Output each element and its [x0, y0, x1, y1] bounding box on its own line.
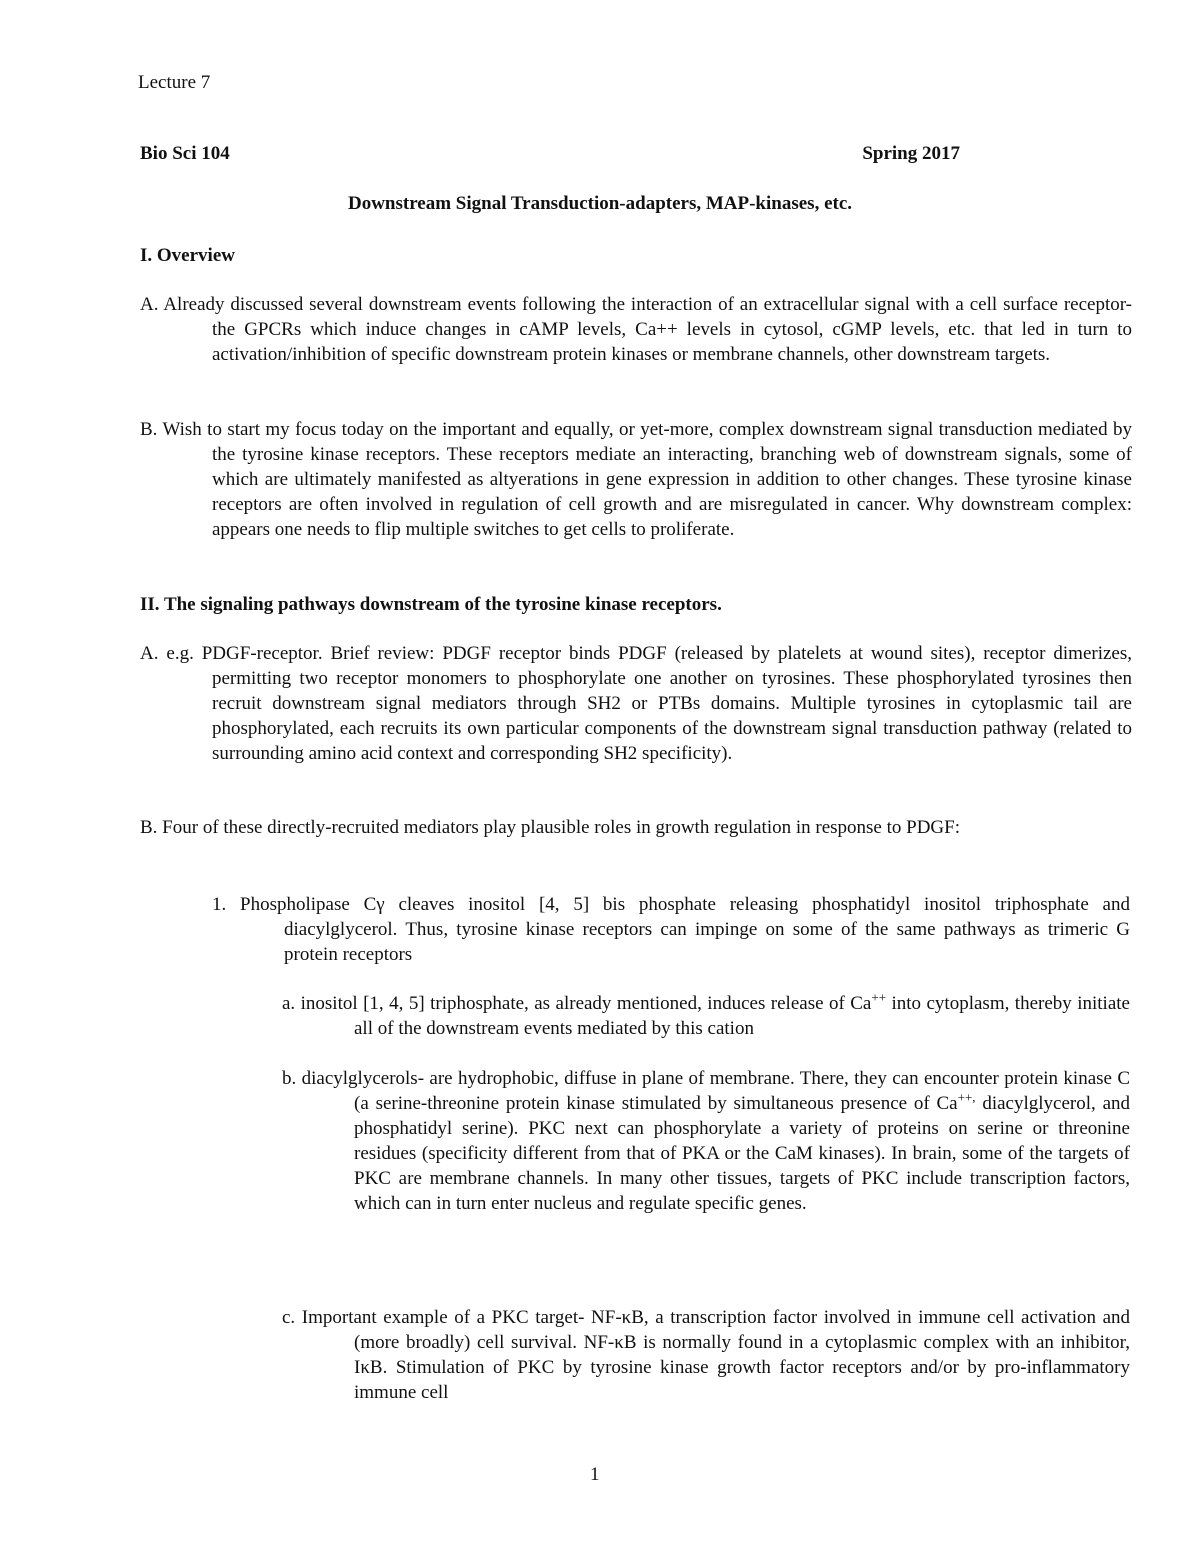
- section-2-heading: II. The signaling pathways downstream of the tyrosine kinase receptors.: [140, 594, 722, 615]
- lecture-header: Lecture 7: [138, 72, 211, 93]
- list-item-a: [282, 991, 1130, 1041]
- section-1-paragraph-b: B. Wish to start my focus today on the important and equally, or yet-more, complex downstream signal transduction mediated by the tyrosine kinase receptors. These receptors mediate an interacting, branching web of downstream signals, some of which are ultimately manifested as altyerations in gene expression in addition to other changes. These tyrosine kinase receptors are often involved in regulation of cell growth and are misregulated in cancer. Why downstream complex: appears one needs to flip multiple switches to get cells to proliferate.: [140, 419, 1132, 540]
- document-title: Downstream Signal Transduction-adapters, MAP-kinases, etc.: [347, 193, 853, 214]
- course-term: Spring 2017: [862, 143, 960, 164]
- course-name: Bio Sci 104: [140, 143, 230, 164]
- section-2-paragraph-b: B. Four of these directly-recruited mediators play plausible roles in growth regulation in response to PDGF:: [140, 817, 960, 838]
- list-item-c: c. Important example of a PKC target- NF-κB, a transcription factor involved in immune cell activation and (more broadly) cell survival. NF-κB is normally found in a cytoplasmic complex with an inhibitor, IκB. Stimulation of PKC by tyrosine kinase growth factor receptors and/or by pro-inflammatory immune cell: [282, 1307, 1130, 1403]
- section-1-heading: I. Overview: [140, 245, 235, 266]
- item-b-superscript: ++,: [957, 1089, 976, 1105]
- list-item-b: [282, 1066, 1130, 1216]
- item-a-text-start: a. inositol [1, 4, 5] triphosphate, as already mentioned, induces release of Ca: [282, 993, 872, 1014]
- section-1-paragraph-a: A. Already discussed several downstream events following the interaction of an extracellular signal with a cell surface receptor- the GPCRs which induce changes in cAMP levels, Ca++ levels in cytosol, cGMP levels, etc. that led in turn to activation/inhibition of specific downstream protein kinases or membrane channels, other downstream targets.: [140, 294, 1132, 365]
- item-b-text-end: diacylglycerol, and phosphatidyl serine). PKC next can phosphorylate a variety of proteins on serine or threonine residues (specificity different from that of PKA or the CaM kinases). In brain, some of the targets of PKC are membrane channels. In many other tissues, targets of PKC include transcription factors, which can in turn enter nucleus and regulate specific genes.: [354, 1093, 1130, 1214]
- list-item-1: 1. Phospholipase Cγ cleaves inositol [4, 5] bis phosphate releasing phosphatidyl inositol triphosphate and diacylglycerol. Thus, tyrosine kinase receptors can impinge on some of the same pathways as trimeric G protein receptors: [212, 894, 1130, 965]
- page-number: 1: [590, 1464, 600, 1485]
- item-a-superscript: ++: [871, 989, 887, 1005]
- section-2-paragraph-a: A. e.g. PDGF-receptor. Brief review: PDGF receptor binds PDGF (released by platelets at wound sites), receptor dimerizes, permitting two receptor monomers to phosphorylate one another on tyrosines. These phosphorylated tyrosines then recruit downstream signal mediators through SH2 or PTBs domains. Multiple tyrosines in cytoplasmic tail are phosphorylated, each recruits its own particular components of the downstream signal transduction pathway (related to surrounding amino acid context and corresponding SH2 specificity).: [140, 643, 1132, 764]
- course-row: [140, 141, 960, 166]
- item-b-text-start: b. diacylglycerols- are hydrophobic, diffuse in plane of membrane. There, they can encounter protein kinase C (a serine-threonine protein kinase stimulated by simultaneous presence of Ca: [282, 1068, 1130, 1114]
- item-a-text-end: into cytoplasm, thereby initiate all of the downstream events mediated by this cation: [354, 993, 1130, 1039]
